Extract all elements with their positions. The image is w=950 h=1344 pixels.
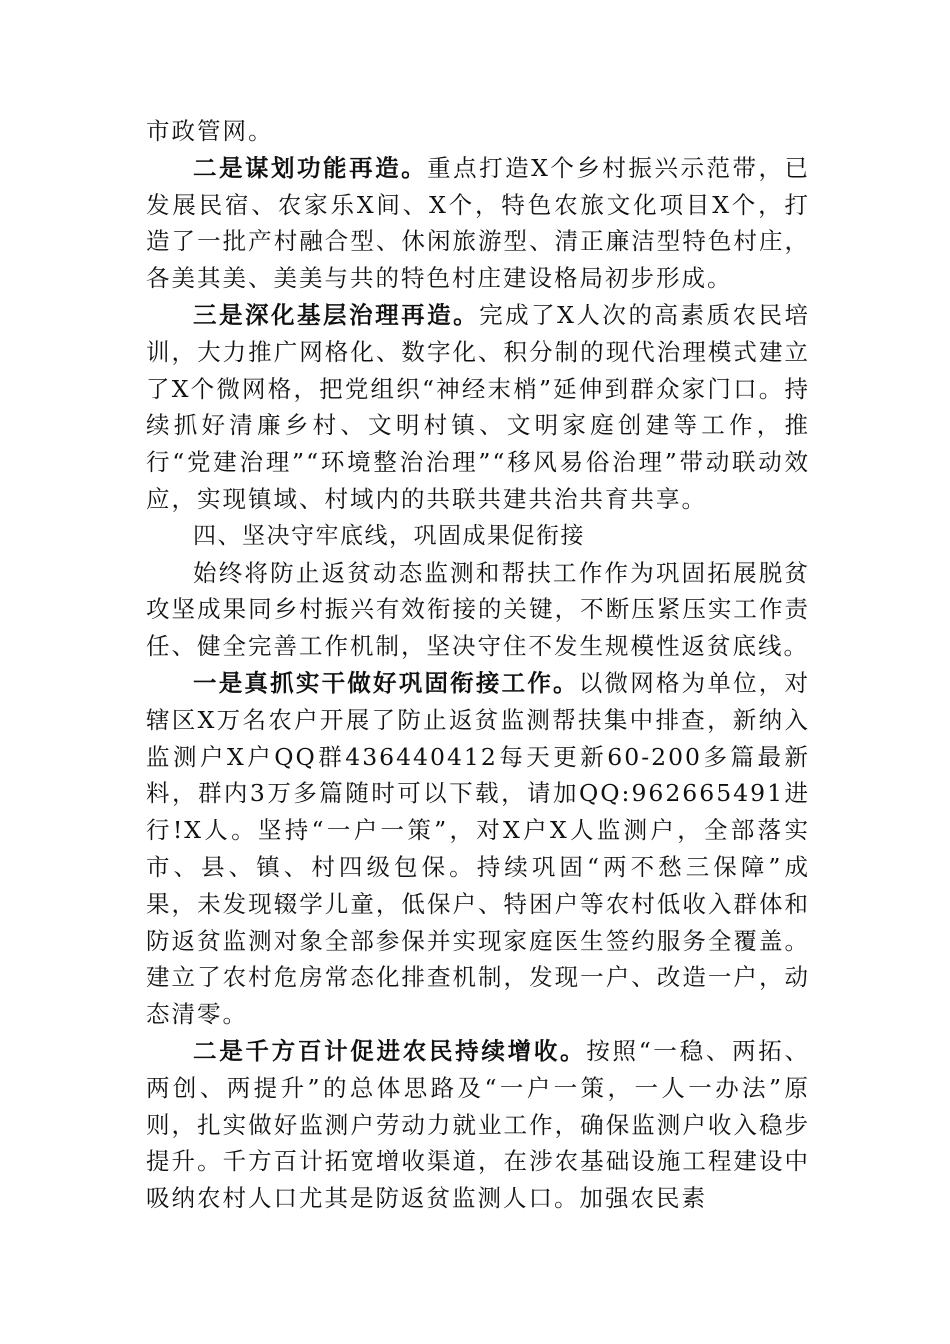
- paragraph-body: 完成了X人次的高素质农民培训，大力推广网格化、数字化、积分制的现代治理模式建立了X个微网格，把党组织“神经末梢”延伸到群众家门口。持续抓好清廉乡村、文明村镇、文明家庭创建等工作，推行“党建治理”“环境整治治理”“移风易俗治理”带动联动效应，实现镇域、村域内的共联共建共治共育共享。: [146, 300, 811, 513]
- paragraph-lead: 一是真抓实干做好巩固衔接工作。: [193, 668, 579, 697]
- paragraph-body: 市政管网。: [146, 117, 274, 145]
- paragraph-continuation: [146, 113, 810, 150]
- paragraph-section-intro: [146, 555, 810, 665]
- paragraph-body: 重点打造X个乡村振兴示范带，已发展民宿、农家乐X间、X个，特色农旅文化项目X个，打造了一批产村融合型、休闲旅游型、清正廉洁型特色村庄，各美其美、美美与共的特色村庄建设格局初步形成。: [146, 153, 811, 293]
- paragraph-lead: 二是千方百计促进农民持续增收。: [193, 1036, 587, 1065]
- paragraph-lead: 三是深化基层治理再造。: [193, 300, 480, 329]
- document-page: [146, 113, 810, 1217]
- paragraph-consolidation-work: [146, 665, 810, 1033]
- paragraph-body: 始终将防止返贫动态监测和帮扶工作作为巩固拓展脱贫攻坚成果同乡村振兴有效衔接的关键，不断压紧压实工作责任、健全完善工作机制，坚决守住不发生规模性返贫底线。: [146, 558, 810, 661]
- paragraph-body: 按照“一稳、两拓、两创、两提升”的总体思路及“一户一策，一人一办法”原则，扎实做好监测户劳动力就业工作，确保监测户收入稳步提升。千方百计拓宽增收渠道，在涉农基础设施工程建设中吸纳农村人口尤其是防返贫监测人口。加强农民素: [146, 1036, 811, 1213]
- paragraph-function-rebuild: [146, 150, 810, 297]
- section-heading: 四、坚决守牢底线，巩固成果促衔接: [193, 522, 585, 549]
- paragraph-lead: 二是谋划功能再造。: [193, 153, 428, 182]
- paragraph-body: 以微网格为单位，对辖区X万名农户开展了防止返贫监测帮扶集中排查，新纳入监测户X户QQ群436440412每天更新60-200多篇最新料，群内3万多篇随时可以下载，请加QQ:962665491进行!X人。坚持“一户一策”，对X户X人监测户，全部落实市、县、镇、村四级包保。持续巩固“两不愁三保障”成果，未发现辍学儿童，低保户、特困户等农村低收入群体和防返贫监测对象全部参保并实现家庭医生签约服务全覆盖。建立了农村危房常态化排查机制，发现一户、改造一户，动态清零。: [146, 668, 811, 1029]
- paragraph-income-growth: [146, 1033, 810, 1217]
- paragraph-governance-rebuild: [146, 297, 810, 518]
